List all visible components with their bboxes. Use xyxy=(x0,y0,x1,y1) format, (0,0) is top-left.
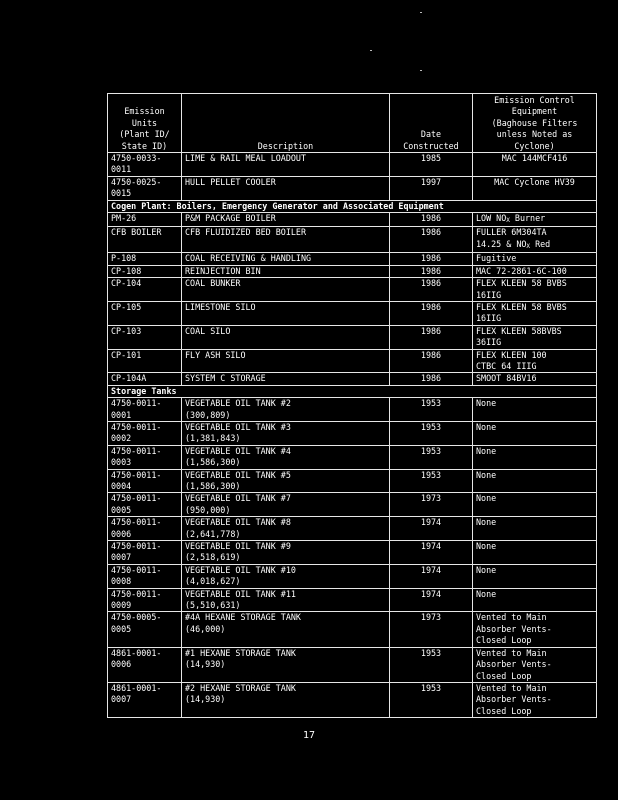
date-cell: 1986 xyxy=(390,265,473,277)
table-row xyxy=(108,153,597,177)
date-cell: 1986 xyxy=(390,349,473,373)
unit-id-cell: 4750-0025- 0015 xyxy=(108,176,182,200)
table-header-row xyxy=(108,94,597,153)
description-cell: COAL RECEIVING & HANDLING xyxy=(182,253,390,265)
equipment-cell: Vented to Main Absorber Vents- Closed Loop xyxy=(473,647,597,682)
date-cell: 1973 xyxy=(390,612,473,647)
equipment-text-suffix: Red xyxy=(530,238,551,249)
description-cell: HULL PELLET COOLER xyxy=(182,176,390,200)
section-title-storage: Storage Tanks xyxy=(108,385,597,397)
date-cell: 1997 xyxy=(390,176,473,200)
description-cell: LIME & RAIL MEAL LOADOUT xyxy=(182,153,390,177)
equipment-cell: None xyxy=(473,493,597,517)
unit-id-cell: CP-104A xyxy=(108,373,182,385)
unit-id-cell: 4750-0011- 0001 xyxy=(108,398,182,422)
unit-id-cell: 4750-0011- 0003 xyxy=(108,445,182,469)
description-cell: #4A HEXANE STORAGE TANK (46,000) xyxy=(182,612,390,647)
description-cell: #1 HEXANE STORAGE TANK (14,930) xyxy=(182,647,390,682)
equipment-cell: SMOOT 84BV16 xyxy=(473,373,597,385)
description-cell: VEGETABLE OIL TANK #7 (950,000) xyxy=(182,493,390,517)
description-cell: COAL SILO xyxy=(182,325,390,349)
unit-id-cell: PM-26 xyxy=(108,213,182,227)
date-cell: 1974 xyxy=(390,517,473,541)
table-row xyxy=(108,325,597,349)
scan-speck xyxy=(420,12,422,13)
unit-id-cell: 4750-0011- 0006 xyxy=(108,517,182,541)
description-cell: CFB FLUIDIZED BED BOILER xyxy=(182,227,390,253)
unit-id-cell: CP-103 xyxy=(108,325,182,349)
table-row xyxy=(108,398,597,422)
table-row xyxy=(108,588,597,612)
unit-id-cell: CP-108 xyxy=(108,265,182,277)
date-cell: 1953 xyxy=(390,469,473,493)
unit-id-cell: CFB BOILER xyxy=(108,227,182,253)
table-row xyxy=(108,213,597,227)
unit-id-cell: 4750-0033- 0011 xyxy=(108,153,182,177)
subscript: X xyxy=(506,217,510,225)
table-row xyxy=(108,541,597,565)
unit-id-cell: 4750-0011- 0004 xyxy=(108,469,182,493)
table-row xyxy=(108,176,597,200)
equipment-cell xyxy=(473,213,597,227)
description-cell: #2 HEXANE STORAGE TANK (14,930) xyxy=(182,682,390,717)
date-cell: 1953 xyxy=(390,445,473,469)
equipment-cell: None xyxy=(473,541,597,565)
description-cell: P&M PACKAGE BOILER xyxy=(182,213,390,227)
equipment-cell: None xyxy=(473,469,597,493)
subscript: X xyxy=(526,242,531,250)
description-cell: VEGETABLE OIL TANK #10 (4,018,627) xyxy=(182,564,390,588)
equipment-text: FULLER 6M304TA 14.25 & NO xyxy=(476,227,547,249)
description-cell: SYSTEM C STORAGE xyxy=(182,373,390,385)
date-cell: 1973 xyxy=(390,493,473,517)
equipment-cell: FLEX KLEEN 58BVBS 36IIG xyxy=(473,325,597,349)
date-cell: 1986 xyxy=(390,301,473,325)
table-row xyxy=(108,612,597,647)
date-cell: 1985 xyxy=(390,153,473,177)
equipment-text: LOW NO xyxy=(476,213,507,224)
equipment-cell: None xyxy=(473,398,597,422)
header-emission-units: Emission Units (Plant ID/ State ID) xyxy=(108,94,182,153)
equipment-cell xyxy=(473,227,597,253)
date-cell: 1986 xyxy=(390,373,473,385)
description-cell: LIMESTONE SILO xyxy=(182,301,390,325)
date-cell: 1953 xyxy=(390,647,473,682)
description-cell: COAL BUNKER xyxy=(182,278,390,302)
description-cell: REINJECTION BIN xyxy=(182,265,390,277)
table-row xyxy=(108,682,597,717)
table-row xyxy=(108,493,597,517)
table-row xyxy=(108,517,597,541)
table-row xyxy=(108,301,597,325)
equipment-cell: FLEX KLEEN 58 BVBS 16IIG xyxy=(473,278,597,302)
table-row xyxy=(108,227,597,253)
unit-id-cell: CP-105 xyxy=(108,301,182,325)
equipment-cell: None xyxy=(473,564,597,588)
scan-speck xyxy=(370,50,372,51)
equipment-text-suffix: Burner xyxy=(509,213,546,224)
unit-id-cell: 4750-0011- 0002 xyxy=(108,421,182,445)
unit-id-cell: 4750-0011- 0008 xyxy=(108,564,182,588)
unit-id-cell: 4861-0001- 0006 xyxy=(108,647,182,682)
equipment-cell: None xyxy=(473,517,597,541)
table-row xyxy=(108,647,597,682)
equipment-cell: FLEX KLEEN 58 BVBS 16IIG xyxy=(473,301,597,325)
equipment-cell: Vented to Main Absorber Vents- Closed Loop xyxy=(473,612,597,647)
equipment-cell: None xyxy=(473,445,597,469)
page-number: 17 xyxy=(302,730,316,741)
equipment-cell: MAC 72-2861-6C-100 xyxy=(473,265,597,277)
table-row xyxy=(108,445,597,469)
description-cell: FLY ASH SILO xyxy=(182,349,390,373)
table-row xyxy=(108,373,597,385)
description-cell: VEGETABLE OIL TANK #3 (1,381,843) xyxy=(182,421,390,445)
equipment-cell: None xyxy=(473,588,597,612)
unit-id-cell: 4861-0001- 0007 xyxy=(108,682,182,717)
date-cell: 1974 xyxy=(390,564,473,588)
description-cell: VEGETABLE OIL TANK #8 (2,641,778) xyxy=(182,517,390,541)
unit-id-cell: 4750-0005- 0005 xyxy=(108,612,182,647)
date-cell: 1986 xyxy=(390,253,473,265)
description-cell: VEGETABLE OIL TANK #5 (1,586,300) xyxy=(182,469,390,493)
description-cell: VEGETABLE OIL TANK #4 (1,586,300) xyxy=(182,445,390,469)
date-cell: 1986 xyxy=(390,213,473,227)
header-description: Description xyxy=(182,94,390,153)
unit-id-cell: CP-104 xyxy=(108,278,182,302)
table-row xyxy=(108,469,597,493)
table-row xyxy=(108,564,597,588)
equipment-cell: None xyxy=(473,421,597,445)
description-cell: VEGETABLE OIL TANK #11 (5,510,631) xyxy=(182,588,390,612)
table-row xyxy=(108,278,597,302)
table-row xyxy=(108,421,597,445)
table-row xyxy=(108,349,597,373)
emission-units-table xyxy=(107,93,597,718)
description-cell: VEGETABLE OIL TANK #9 (2,518,619) xyxy=(182,541,390,565)
date-cell: 1953 xyxy=(390,421,473,445)
unit-id-cell: 4750-0011- 0007 xyxy=(108,541,182,565)
date-cell: 1953 xyxy=(390,682,473,717)
unit-id-cell: P-108 xyxy=(108,253,182,265)
date-cell: 1986 xyxy=(390,278,473,302)
date-cell: 1974 xyxy=(390,541,473,565)
unit-id-cell: 4750-0011- 0009 xyxy=(108,588,182,612)
section-title-cogen: Cogen Plant: Boilers, Emergency Generator and Associated Equipment xyxy=(108,200,597,212)
section-row-storage xyxy=(108,385,597,397)
header-control-equipment: Emission Control Equipment (Baghouse Filters unless Noted as Cyclone) xyxy=(473,94,597,153)
date-cell: 1986 xyxy=(390,325,473,349)
date-cell: 1974 xyxy=(390,588,473,612)
equipment-cell: Vented to Main Absorber Vents- Closed Loop xyxy=(473,682,597,717)
equipment-cell: FLEX KLEEN 100 CTBC 64 IIIG xyxy=(473,349,597,373)
equipment-cell: MAC Cyclone HV39 xyxy=(473,176,597,200)
date-cell: 1986 xyxy=(390,227,473,253)
equipment-cell: Fugitive xyxy=(473,253,597,265)
header-date-constructed: Date Constructed xyxy=(390,94,473,153)
unit-id-cell: 4750-0011- 0005 xyxy=(108,493,182,517)
section-row-cogen xyxy=(108,200,597,212)
equipment-cell: MAC 144MCF416 xyxy=(473,153,597,177)
description-cell: VEGETABLE OIL TANK #2 (300,809) xyxy=(182,398,390,422)
table-row xyxy=(108,265,597,277)
table-row xyxy=(108,253,597,265)
scan-speck xyxy=(420,70,422,71)
date-cell: 1953 xyxy=(390,398,473,422)
unit-id-cell: CP-101 xyxy=(108,349,182,373)
